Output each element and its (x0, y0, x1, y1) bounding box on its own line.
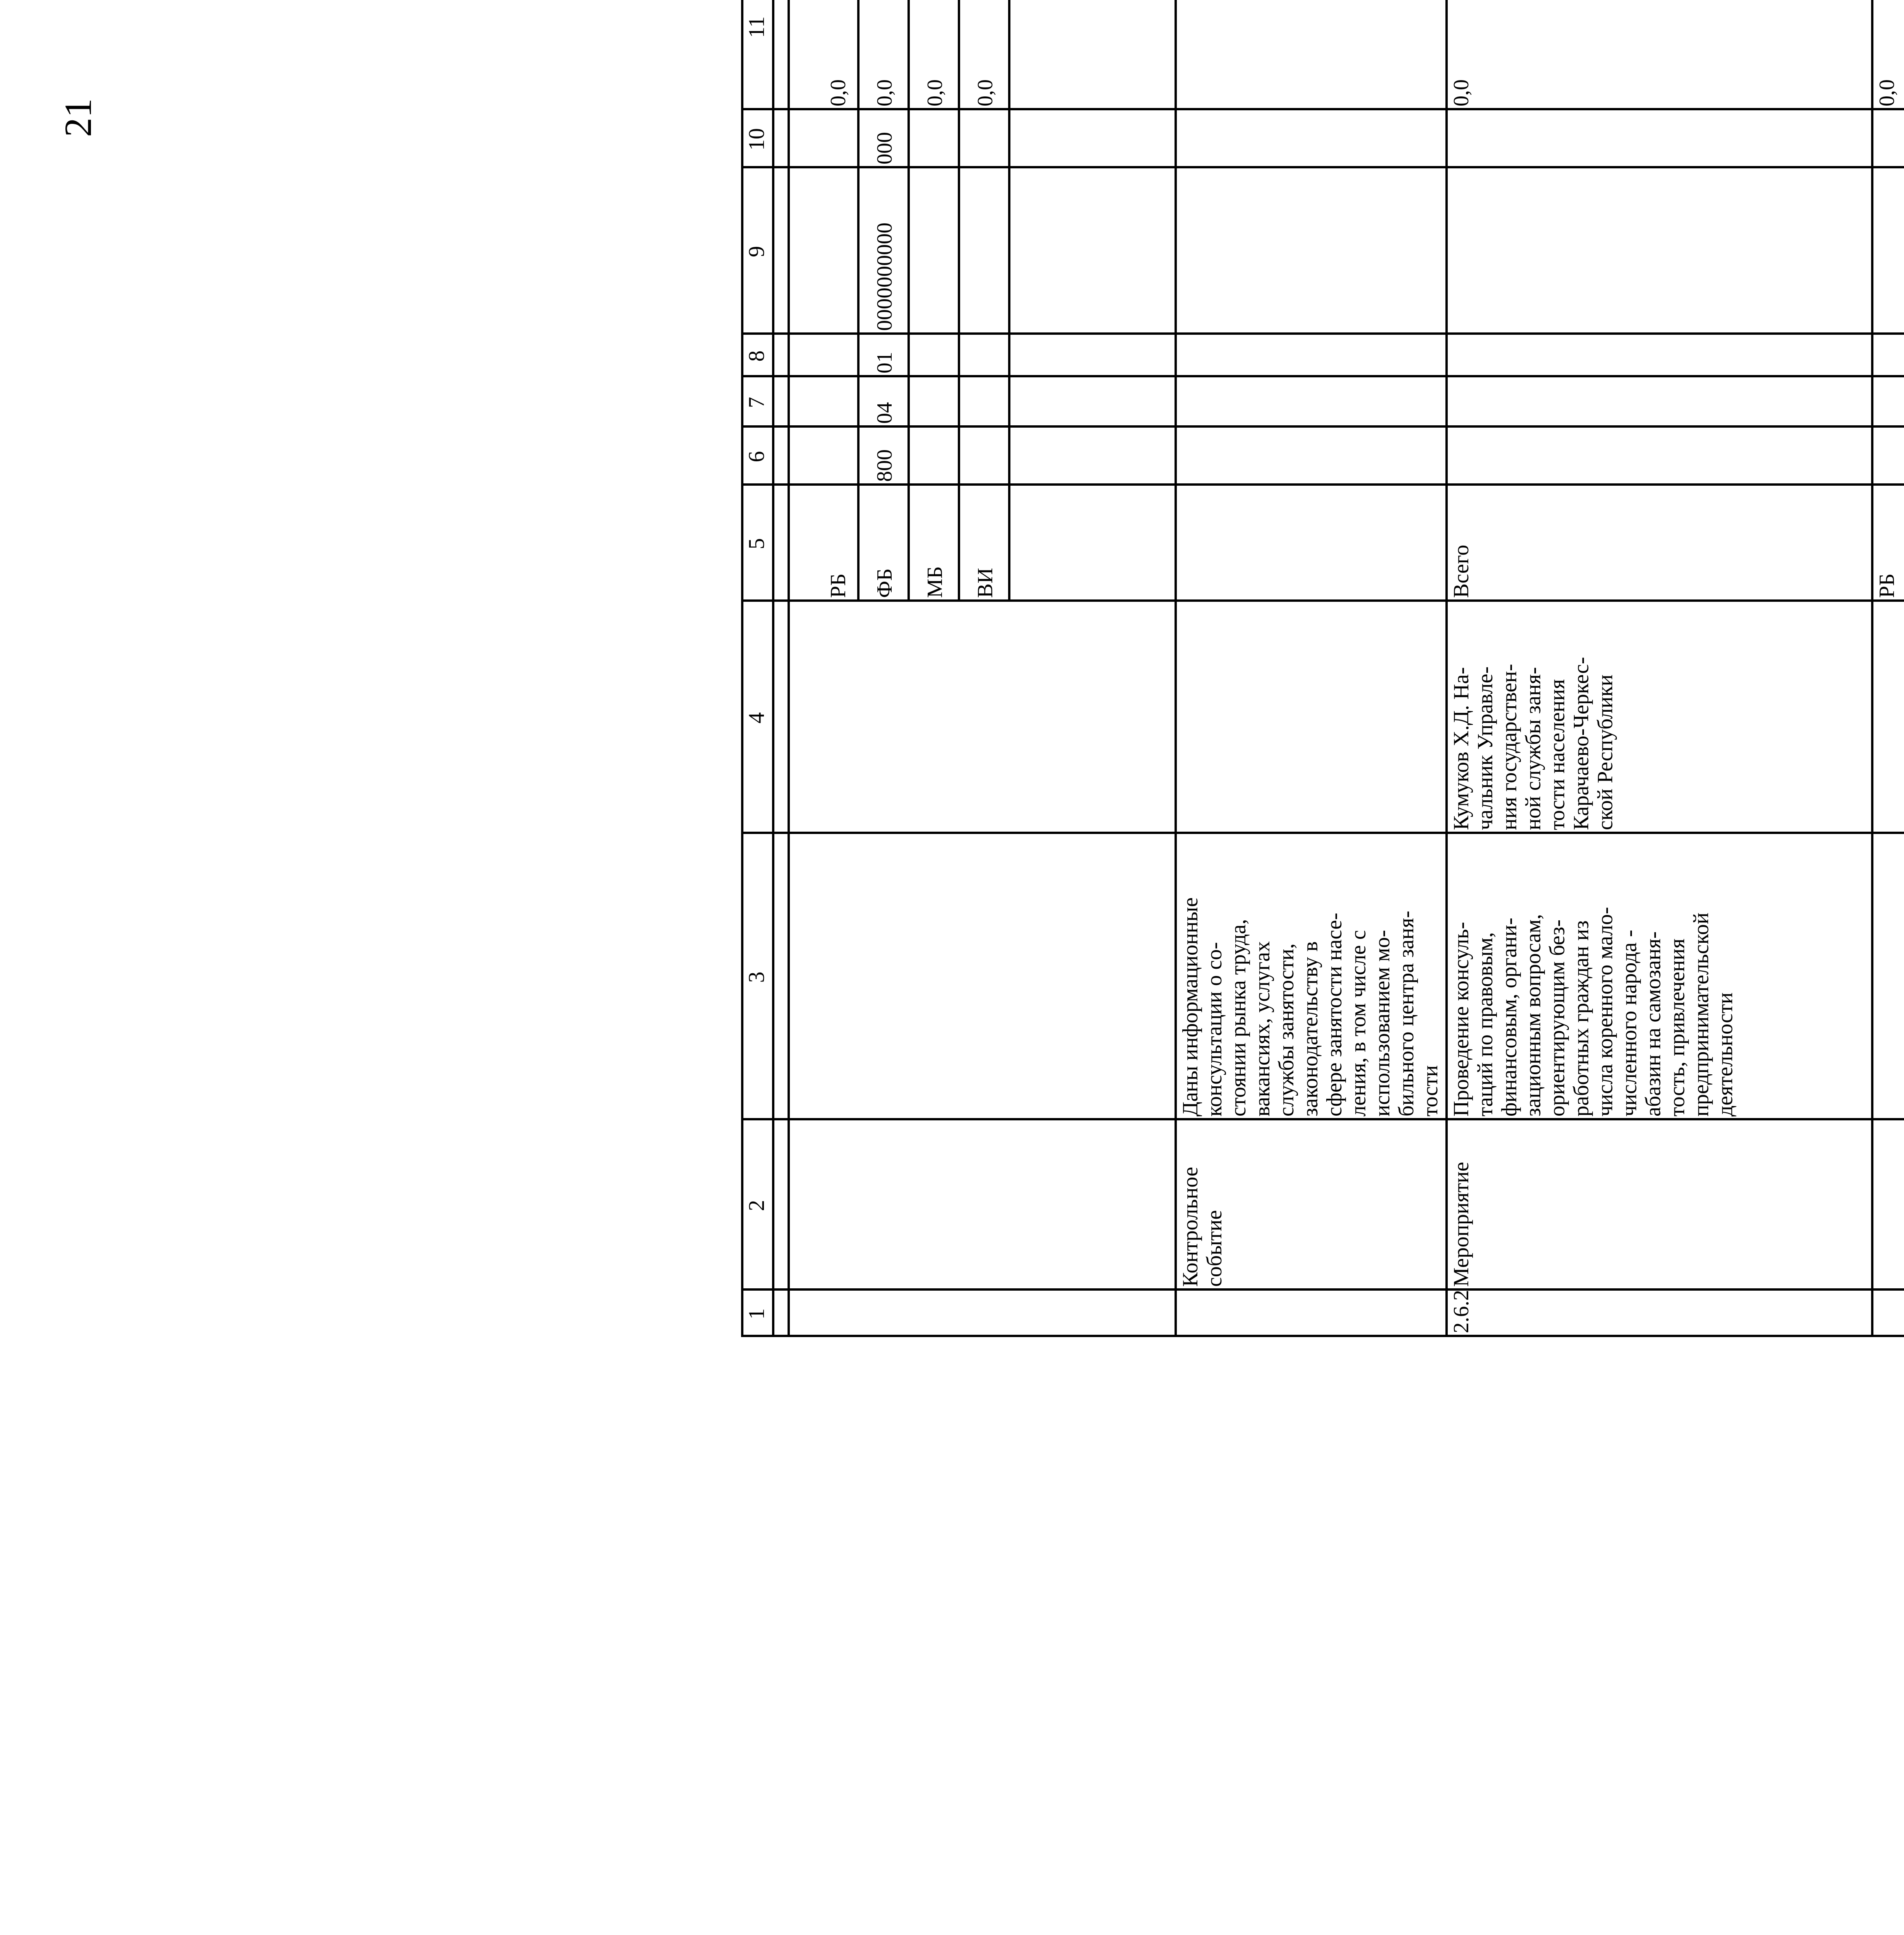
b4-c11: 0,0 (1875, 79, 1899, 106)
col-num-9: 9 (744, 246, 769, 257)
b1-mb-c11: 0,0 (923, 79, 947, 106)
col-line (741, 1288, 1904, 1291)
row-separator (1175, 0, 1177, 1337)
col-line (741, 108, 1904, 110)
b3-c11: 0,0 (1449, 79, 1473, 106)
col-num-8: 8 (744, 350, 769, 362)
b3-c1: 2.6.2 (1449, 1290, 1473, 1333)
b3-c2: Мероприятие (1449, 1162, 1473, 1287)
col-line (741, 375, 1904, 377)
b3-c4: Кумуков Х.Д. На- чальник Управле- ния государствен- ной службы заня- тости населения Карачаево-Черкес- ской Республики (1449, 657, 1617, 830)
col-num-1: 1 (744, 1308, 769, 1320)
b1-src-rb: РБ (826, 573, 850, 598)
col-num-10: 10 (744, 128, 769, 151)
col-num-7: 7 (744, 397, 769, 408)
b1-fb-c6: 800 (873, 449, 897, 482)
b1-fb-c7: 04 (873, 402, 897, 424)
col-line (741, 1118, 1904, 1120)
col-line (741, 483, 1904, 486)
b1-vi-c11: 0,0 (973, 79, 997, 106)
b1-fb-c9: 0000000000 (873, 223, 897, 331)
col-num-4: 4 (744, 712, 769, 724)
row-separator (1871, 0, 1873, 1337)
col-num-3: 3 (744, 971, 769, 983)
subrow-line (958, 0, 960, 602)
b2-c3: Даны информационные консультации о со- стоянии рынка труда, вакансиях, услугах службы занятости, законодательству в сфере занятости насе- ления, в том числе с использованием мо- бильного центра заня- тости (1178, 897, 1442, 1116)
col-line (741, 166, 1904, 168)
b1-fb-c10: 000 (873, 132, 897, 164)
frame-left (741, 1335, 1904, 1337)
b1-fb-c11: 0,0 (873, 79, 897, 106)
header-separator-2 (788, 0, 790, 1337)
row-separator (1445, 0, 1448, 1337)
col-line (741, 425, 1904, 428)
b2-c2: Контрольное событие (1178, 1167, 1226, 1287)
b1-src-mb: МБ (923, 566, 947, 598)
b1-src-vi: ВИ (973, 568, 997, 598)
col-num-2: 2 (744, 1200, 769, 1211)
col-num-6: 6 (744, 451, 769, 462)
b4-c5: РБ (1875, 573, 1899, 598)
subrow-line (1008, 0, 1010, 602)
frame-top (741, 0, 743, 1337)
col-num-11: 11 (744, 16, 769, 38)
rotated-table (741, 0, 1904, 1337)
header-separator (772, 0, 774, 1337)
col-num-5: 5 (744, 538, 769, 550)
col-line (741, 832, 1904, 834)
b3-c3: Проведение консуль- таций по правовым, финансовым, органи- зационным вопросам, ориентирующим без- работных граждан из числа коренного мало- численного народа - абазин на самозаня- тость, привлечения предпринимательской деятельности (1449, 907, 1737, 1116)
col-line (741, 599, 1904, 602)
b1-fb-c8: 01 (873, 352, 897, 373)
b1-rb-c11: 0,0 (826, 79, 850, 106)
b3-c5: Всего (1449, 545, 1473, 598)
subrow-line (857, 0, 860, 602)
b1-src-fb: ФБ (873, 568, 897, 598)
page-number: 21 (57, 98, 99, 137)
col-line (741, 332, 1904, 335)
subrow-line (907, 0, 910, 602)
